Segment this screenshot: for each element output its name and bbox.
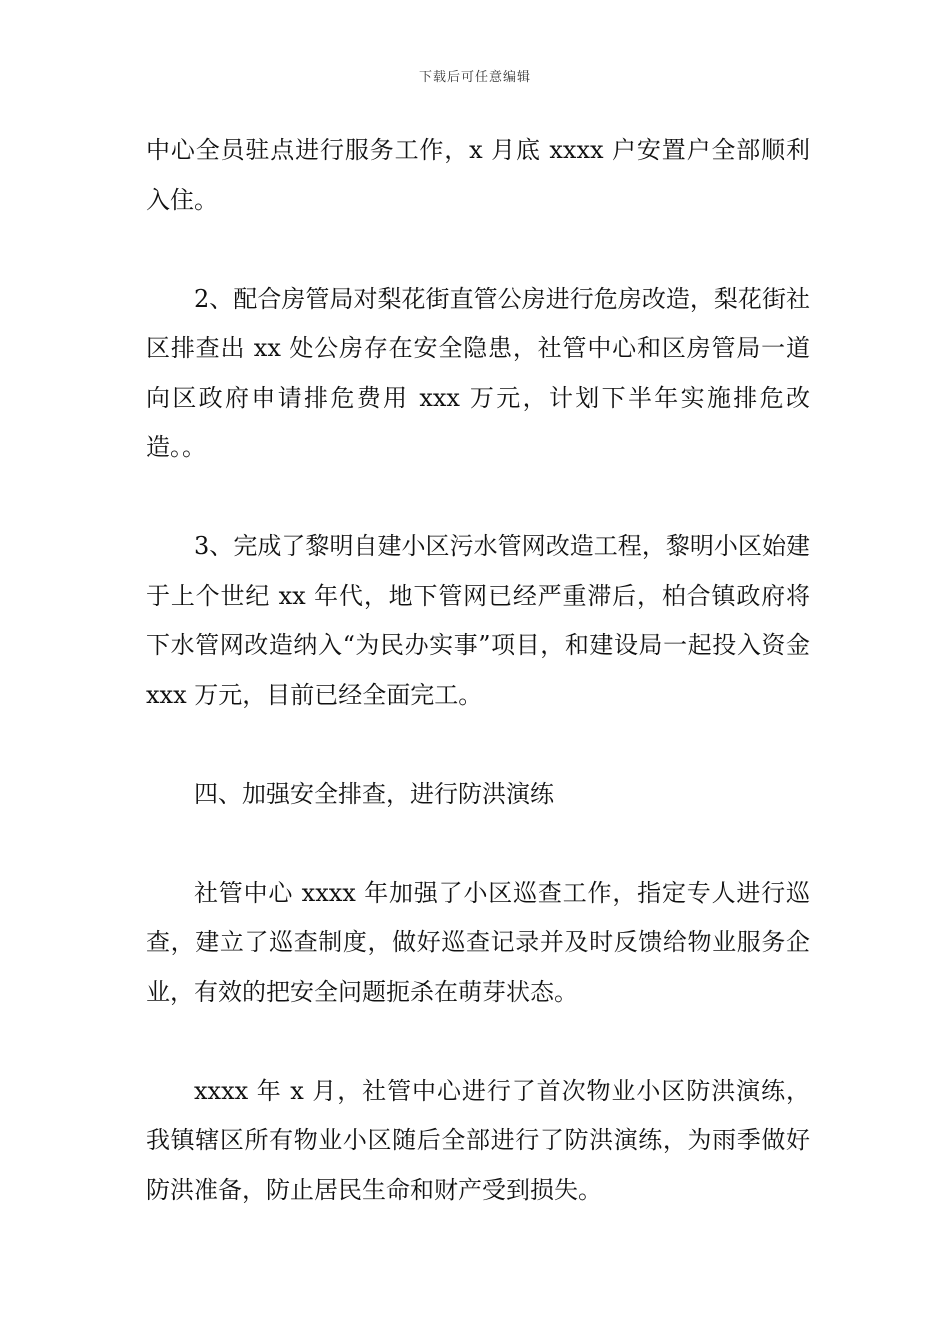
section-heading-4: 四、加强安全排查，进行防洪演练 [194,779,554,808]
paragraph-inspection: 社管中心 xxxx 年加强了小区巡查工作，指定专人进行巡查，建立了巡查制度，做好巡查记录并及时反馈给物业服务企业，有效的把安全问题扼杀在萌芽状态。 [146,878,810,1006]
paragraph-gap [146,473,810,523]
paragraph-item-3: 3、完成了黎明自建小区污水管网改造工程，黎明小区始建于上个世纪 xx 年代，地下管网已经严重滞后，柏合镇政府将下水管网改造纳入“为民办实事”项目，和建设局一起投入资金 xxx 万元，目前已经全面完工。 [146,532,810,709]
paragraph-flood-drill: xxxx 年 x 月，社管中心进行了首次物业小区防洪演练，我镇辖区所有物业小区随后全部进行了防洪演练，为雨季做好防洪准备，防止居民生命和财产受到损失。 [146,1076,810,1204]
paragraph-continuation: 中心全员驻点进行服务工作，x 月底 xxxx 户安置户全部顺利入住。 [146,136,810,214]
document-body [146,126,810,1215]
paragraph-gap [146,225,810,275]
paragraph-gap [146,720,810,770]
paragraph-gap [146,1017,810,1067]
page-header-note: 下载后可任意编辑 [418,70,531,85]
paragraph-gap [146,819,810,869]
paragraph-item-2: 2、配合房管局对梨花街直管公房进行危房改造，梨花街社区排查出 xx 处公房存在安全隐患，社管中心和区房管局一道向区政府申请排危费用 xxx 万元，计划下半年实施排危改造。。 [146,284,810,461]
